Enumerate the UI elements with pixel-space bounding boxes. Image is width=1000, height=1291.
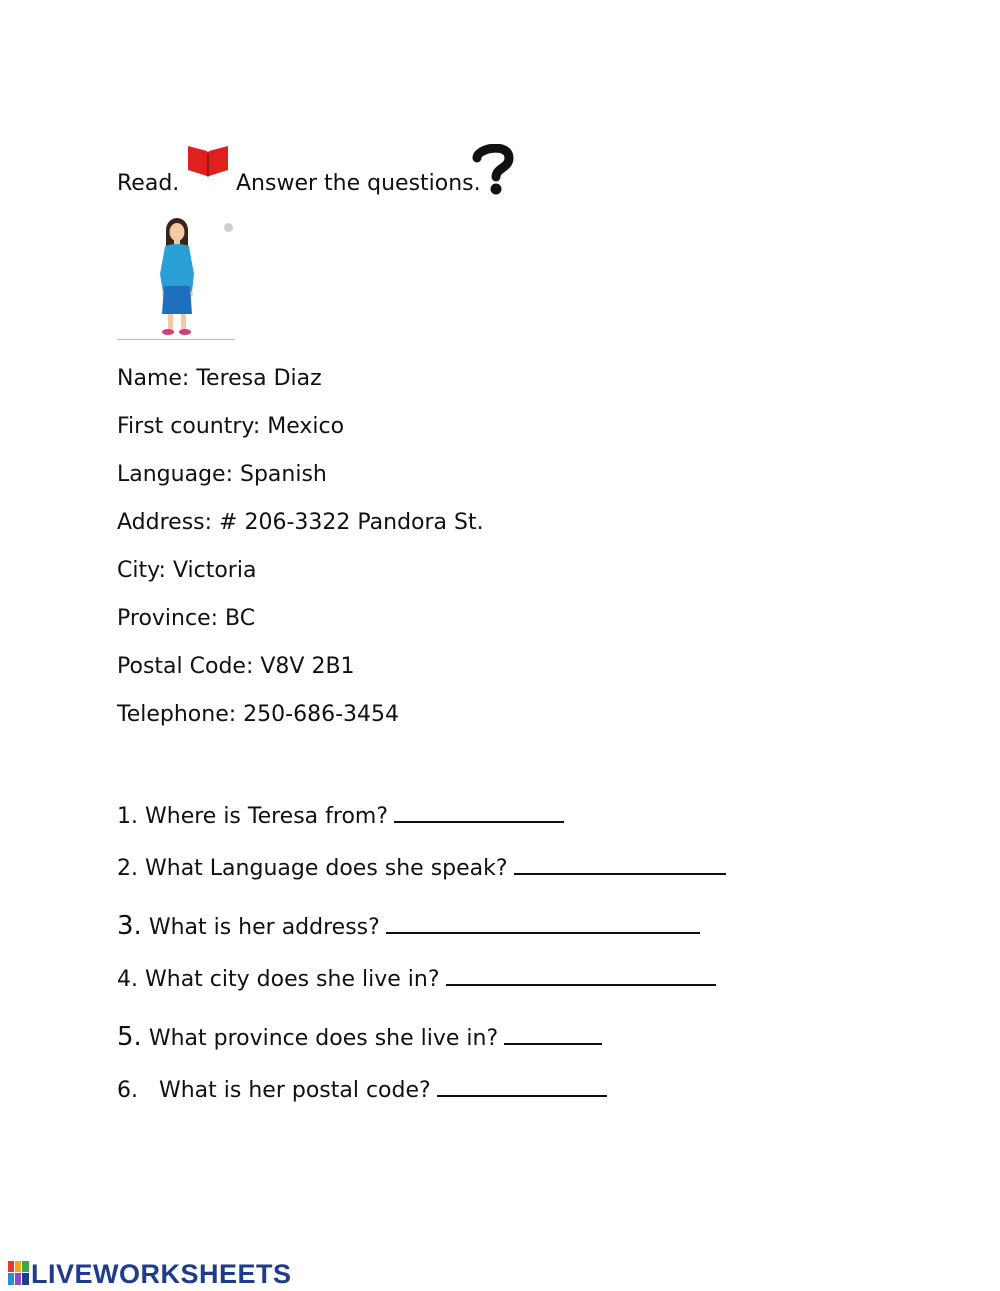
liveworksheets-logo-icon [8,1261,30,1285]
question-6: 6. What is her postal code? [117,1080,607,1102]
answer-blank-5[interactable] [504,1042,602,1045]
profile-field-telephone: Telephone: 250-686-3454 [117,702,400,727]
profile-field-city: City: Victoria [117,558,257,583]
answer-blank-3[interactable] [386,931,700,934]
profile-field-address: Address: # 206-3322 Pandora St. [117,510,484,535]
answer-blank-4[interactable] [446,983,716,986]
question-5: 5. What province does she live in? [117,1024,602,1050]
answer-blank-1[interactable] [394,820,564,823]
liveworksheets-logo-text[interactable]: LIVEWORKSHEETS [31,1259,292,1289]
image-baseline-divider [117,339,235,340]
decorative-dot [224,223,233,232]
question-1: 1. Where is Teresa from? [117,806,564,828]
question-3: 3. What is her address? [117,913,700,939]
question-4: 4. What city does she live in? [117,969,716,991]
profile-field-province: Province: BC [117,606,256,631]
read-instruction: Read. [117,171,180,196]
answer-blank-6[interactable] [437,1094,607,1097]
woman-illustration [148,216,208,340]
profile-field-first-country: First country: Mexico [117,414,345,439]
open-book-icon [186,140,230,178]
question-mark-icon [472,144,514,196]
answer-blank-2[interactable] [514,872,726,875]
profile-field-name: Name: Teresa Diaz [117,366,322,391]
answer-instruction: Answer the questions. [236,171,481,196]
question-2: 2. What Language does she speak? [117,858,726,880]
profile-field-language: Language: Spanish [117,462,327,487]
profile-field-postal-code: Postal Code: V8V 2B1 [117,654,355,679]
